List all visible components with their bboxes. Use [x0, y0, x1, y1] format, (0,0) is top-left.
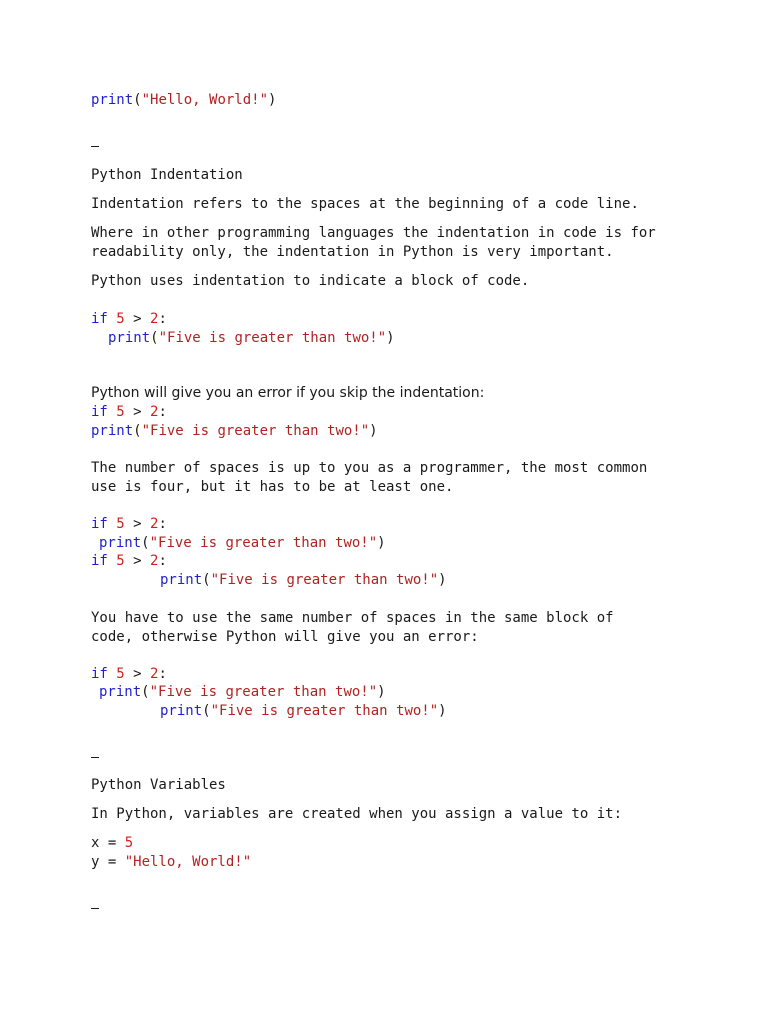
string-literal: "Hello, World!": [141, 92, 269, 108]
paragraph-indentation-block: Python uses indentation to indicate a block of code.: [91, 273, 530, 289]
number-literal: 5: [116, 516, 125, 532]
section-heading-indentation: Python Indentation: [91, 167, 243, 183]
paren-close: ): [377, 684, 386, 700]
paren-open: (: [141, 535, 150, 551]
if-keyword: if: [91, 666, 108, 682]
colon: :: [158, 666, 167, 682]
number-literal: 2: [150, 404, 159, 420]
paren-close: ): [377, 535, 386, 551]
if-keyword: if: [91, 311, 108, 327]
paren-close: ): [268, 92, 277, 108]
string-literal: "Five is greater than two!": [210, 572, 439, 588]
number-literal: 2: [150, 553, 159, 569]
code-line-print-one-space: [91, 534, 386, 553]
number-literal: 5: [124, 835, 134, 851]
print-keyword: print: [99, 684, 142, 700]
code-line-print-one-space: [91, 683, 386, 702]
operator: >: [124, 311, 151, 327]
paren-close: ): [369, 423, 378, 439]
section-separator: [91, 757, 99, 758]
print-keyword: print: [91, 92, 134, 108]
colon: :: [158, 404, 167, 420]
paragraph-variables-intro: In Python, variables are created when you assign a value to it:: [91, 806, 623, 822]
number-literal: 5: [116, 311, 125, 327]
number-literal: 5: [116, 404, 125, 420]
number-literal: 5: [116, 666, 125, 682]
number-literal: 2: [150, 666, 159, 682]
paragraph-same-spaces-line1: You have to use the same number of spaces in the same block of: [91, 610, 614, 626]
code-line-print-unindented: [91, 422, 378, 441]
section-heading-variables: Python Variables: [91, 777, 226, 793]
section-separator: [91, 908, 99, 909]
paragraph-indentation-importance-line2: readability only, the indentation in Python is very important.: [91, 244, 614, 260]
paren-open: (: [150, 330, 159, 346]
string-literal: "Hello, World!": [124, 854, 252, 870]
string-literal: "Five is greater than two!": [149, 684, 378, 700]
string-literal: "Five is greater than two!": [141, 423, 370, 439]
code-line-print-hello: [91, 91, 276, 110]
assignment-x: x =: [91, 835, 125, 851]
print-keyword: print: [160, 572, 203, 588]
paren-close: ): [438, 703, 447, 719]
colon: :: [158, 311, 167, 327]
paragraph-spaces-line1: The number of spaces is up to you as a programmer, the most common: [91, 460, 648, 476]
if-keyword: if: [91, 404, 108, 420]
number-literal: 2: [150, 311, 159, 327]
code-line-if: [91, 665, 167, 684]
code-line-if: [91, 515, 167, 534]
code-line-y-assign: [91, 853, 251, 872]
code-line-print-eight-spaces: [91, 571, 447, 590]
operator: >: [124, 553, 151, 569]
colon: :: [158, 516, 167, 532]
paren-open: (: [202, 703, 211, 719]
code-line-print-eight-spaces: [91, 702, 447, 721]
colon: :: [158, 553, 167, 569]
paren-close: ): [386, 330, 395, 346]
paren-open: (: [133, 92, 142, 108]
operator: >: [124, 516, 151, 532]
print-keyword: print: [108, 330, 151, 346]
print-keyword: print: [99, 535, 142, 551]
paragraph-error-note: Python will give you an error if you skip the indentation:: [91, 385, 485, 401]
string-literal: "Five is greater than two!": [149, 535, 378, 551]
if-keyword: if: [91, 516, 108, 532]
paren-open: (: [202, 572, 211, 588]
code-line-if: [91, 403, 167, 422]
paragraph-indentation-definition: Indentation refers to the spaces at the beginning of a code line.: [91, 196, 639, 212]
paren-open: (: [133, 423, 142, 439]
string-literal: "Five is greater than two!": [158, 330, 387, 346]
section-separator: [91, 146, 99, 147]
number-literal: 2: [150, 516, 159, 532]
code-line-if: [91, 552, 167, 571]
paragraph-same-spaces-line2: code, otherwise Python will give you an error:: [91, 629, 479, 645]
print-keyword: print: [91, 423, 134, 439]
code-line-print-indented: [91, 329, 395, 348]
operator: >: [124, 404, 151, 420]
operator: >: [124, 666, 151, 682]
paren-open: (: [141, 684, 150, 700]
paragraph-indentation-importance-line1: Where in other programming languages the indentation in code is for: [91, 225, 656, 241]
number-literal: 5: [116, 553, 125, 569]
assignment-y: y =: [91, 854, 125, 870]
print-keyword: print: [160, 703, 203, 719]
code-line-if: [91, 310, 167, 329]
if-keyword: if: [91, 553, 108, 569]
code-line-x-assign: [91, 834, 133, 853]
string-literal: "Five is greater than two!": [210, 703, 439, 719]
paragraph-spaces-line2: use is four, but it has to be at least one.: [91, 479, 454, 495]
paren-close: ): [438, 572, 447, 588]
